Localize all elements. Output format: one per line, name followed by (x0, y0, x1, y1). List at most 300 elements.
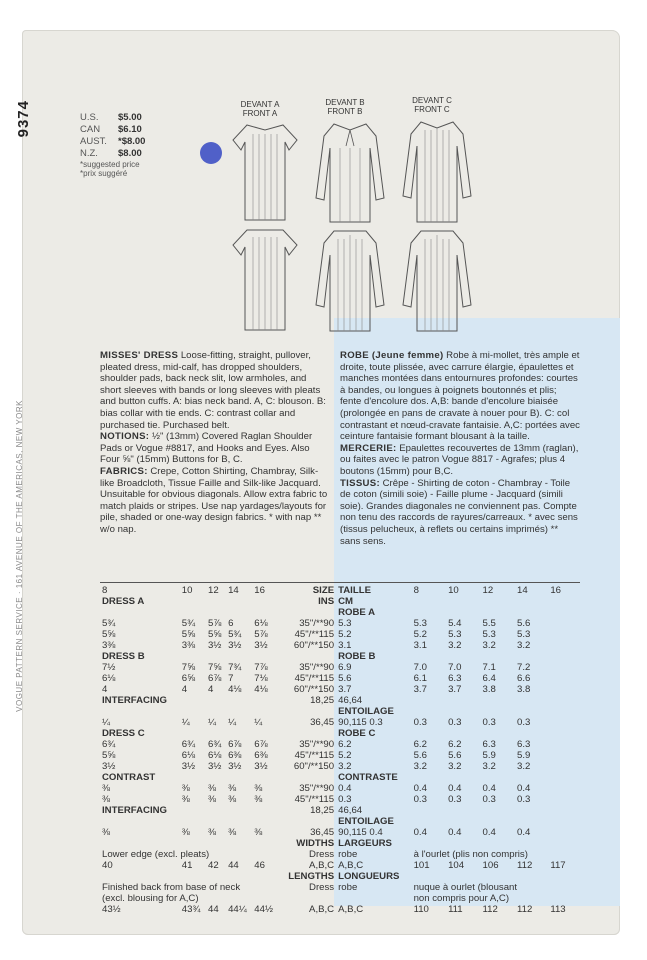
chart-cell: 0.3 (517, 794, 531, 805)
chart-cell (481, 871, 515, 882)
lengths-header-row (100, 871, 580, 882)
chart-cell (515, 871, 548, 882)
chart-cell: nuque à ourlet (blousant (413, 882, 518, 893)
chart-cell (279, 816, 337, 827)
chart-cell: ¼ (208, 717, 217, 728)
chart-cell: Dress (309, 882, 335, 893)
chart-cell: 3½ (228, 761, 242, 772)
section-header-row (100, 695, 580, 706)
chart-cell: 6¾ (208, 739, 222, 750)
chart-cell: 6¾ (102, 739, 116, 750)
chart-cell (515, 728, 548, 739)
chart-cell: ⅜ (228, 783, 237, 794)
chart-cell (226, 838, 252, 849)
chart-cell: 101 (413, 860, 430, 871)
pattern-number: 9374 (15, 100, 32, 138)
chart-cell: Dress (309, 849, 335, 860)
chart-cell: 35"/**90 (299, 783, 335, 794)
chart-cell (279, 728, 337, 739)
chart-cell: 35"/**90 (299, 662, 335, 673)
chart-cell (446, 728, 480, 739)
chart-cell (180, 871, 206, 882)
chart-cell: 6⅞ (208, 673, 222, 684)
chart-cell: 6⅞ (228, 739, 242, 750)
chart-cell: 6.9 (338, 662, 352, 673)
chart-cell: robe (338, 882, 358, 893)
price-block (80, 112, 145, 178)
chart-cell: 6.1 (413, 673, 427, 684)
widths-values-row (100, 860, 580, 871)
chart-cell: 112 (517, 904, 533, 915)
chart-cell: 3½ (181, 761, 196, 772)
chart-cell (252, 728, 278, 739)
chart-cell: 5.3 (482, 629, 496, 640)
chart-cell (252, 772, 278, 783)
chart-cell (206, 871, 226, 882)
chart-cell: 45"/**115 (294, 629, 335, 640)
chart-cell: 4 (181, 684, 188, 695)
chart-top-rule (100, 582, 580, 583)
chart-cell: LENGTHS (288, 871, 335, 882)
chart-cell: 3.2 (338, 761, 352, 772)
chart-cell (412, 871, 446, 882)
chart-cell (481, 706, 515, 717)
chart-cell: ⅜ (228, 827, 237, 838)
chart-cell: 7⅝ (181, 662, 196, 673)
chart-cell (481, 728, 515, 739)
chart-cell: 6⅜ (228, 750, 242, 761)
chart-cell: 14 (228, 585, 239, 596)
chart-cell: 4 (208, 684, 214, 695)
chart-cell: 7⅞ (254, 662, 268, 673)
chart-cell: 46 (254, 860, 265, 871)
back-c-sketch (397, 225, 477, 335)
blue-dot-sticker (200, 142, 222, 164)
chart-cell: 6⅛ (254, 618, 268, 629)
chart-cell: CONTRASTE (338, 772, 398, 783)
chart-cell (446, 838, 480, 849)
chart-cell (100, 838, 180, 849)
chart-cell: A,B,C (309, 904, 335, 915)
chart-cell: 6 (228, 618, 234, 629)
chart-cell (180, 651, 206, 662)
front-c-sketch (397, 116, 477, 226)
chart-cell: 6⅛ (181, 750, 196, 761)
chart-cell (515, 695, 548, 706)
chart-cell: ⅜ (102, 827, 111, 838)
chart-cell: ⅜ (254, 794, 263, 805)
chart-cell (180, 838, 206, 849)
chart-cell (412, 816, 446, 827)
chart-cell: ROBE A (338, 607, 376, 618)
chart-cell: robe (338, 849, 358, 860)
section-sub-row (100, 706, 580, 717)
chart-cell: 5.5 (482, 618, 496, 629)
chart-cell: DRESS A (102, 596, 145, 607)
chart-cell: 12 (482, 585, 494, 596)
yardage-row (100, 750, 580, 761)
chart-cell: 117 (550, 860, 566, 871)
widths-label-row (100, 849, 580, 860)
chart-cell (252, 838, 278, 849)
chart-cell: 6.6 (517, 673, 531, 684)
chart-cell: INTERFACING (102, 805, 168, 816)
chart-cell (252, 816, 278, 827)
chart-cell: 0.4 (482, 783, 496, 794)
chart-cell: ⅜ (228, 794, 237, 805)
chart-cell: 42 (208, 860, 219, 871)
chart-cell (226, 805, 252, 816)
chart-cell: 6⅛ (102, 673, 116, 684)
chart-cell (226, 871, 252, 882)
chart-cell (226, 695, 252, 706)
section-sub-row (100, 816, 580, 827)
yardage-row (100, 827, 580, 838)
chart-cell (481, 596, 515, 607)
chart-cell (100, 871, 180, 882)
chart-cell: 4⅛ (228, 684, 242, 695)
chart-cell: 0.4 (517, 827, 531, 838)
chart-cell (336, 893, 411, 904)
chart-cell: 6⅝ (181, 673, 196, 684)
chart-cell: 3⅜ (102, 640, 116, 651)
chart-cell (252, 871, 278, 882)
chart-cell (252, 706, 278, 717)
chart-cell: A,B,C (309, 860, 335, 871)
chart-cell: 18,25 (310, 805, 335, 816)
chart-cell (279, 706, 337, 717)
chart-cell (226, 728, 252, 739)
chart-cell: 3⅜ (181, 640, 196, 651)
widths-header-row (100, 838, 580, 849)
chart-cell: 5.6 (338, 673, 352, 684)
chart-cell: ¼ (181, 717, 190, 728)
chart-cell: ¼ (254, 717, 263, 728)
chart-cell (206, 651, 226, 662)
chart-cell (206, 695, 226, 706)
front-a-sketch (225, 120, 305, 225)
price-row: AUST. *$8.00 (80, 136, 146, 147)
chart-cell (206, 596, 226, 607)
chart-cell: ⅜ (102, 794, 111, 805)
chart-cell: 43½ (102, 904, 121, 915)
chart-cell (206, 838, 226, 849)
chart-cell: 6.2 (448, 739, 462, 750)
chart-cell (252, 805, 278, 816)
chart-cell (548, 882, 570, 893)
chart-cell: 0.3 (413, 717, 427, 728)
chart-cell (515, 805, 548, 816)
chart-cell (481, 695, 515, 706)
chart-cell: 10 (448, 585, 459, 596)
chart-cell: 36,45 (310, 717, 335, 728)
chart-cell: ROBE C (338, 728, 376, 739)
chart-cell: ¼ (228, 717, 237, 728)
chart-cell: ⅜ (181, 783, 190, 794)
chart-cell: 0.4 (448, 827, 462, 838)
description-english: MISSES' DRESS Loose-fitting, straight, pullover, pleated dress, mid-calf, has dropped shoulders, shoulder pads, back neck slit, low armholes, and short sleeves with bands or long sleeves with pleats and button cuffs. A: bias neck band. A, C: blouson. B: bias collar with tie ends. C: contrast collar and purchased tie. Purchased belt. NOTIONS: ½" (13mm) Covered Raglan Shoulder Pads or Vogue #8817, and Hooks and Eyes. Also Four ⅝" (15mm) Buttons for B, C. FABRICS: Crepe, Cotton Shirting, Chambray, Silk-like Broadcloth, Tissue Faille and Silk-like Jacquard. Unsuitable for obvious diagonals. Allow extra fabric to match plaids or stripes. Use nap yardages/layouts for pile, shaded or one-way design fabrics. * with nap ** w/o nap. (100, 350, 328, 535)
chart-cell (412, 838, 446, 849)
chart-cell: 45"/**115 (294, 794, 335, 805)
yardage-row (100, 629, 580, 640)
chart-cell: 5.2 (338, 750, 352, 761)
chart-cell (100, 607, 180, 618)
chart-cell: ENTOILAGE (338, 706, 394, 717)
chart-cell: A,B,C (338, 860, 364, 871)
chart-cell: SIZE (312, 585, 335, 596)
chart-cell (412, 706, 446, 717)
chart-cell (548, 849, 570, 860)
chart-cell: 3.2 (413, 761, 427, 772)
chart-cell: 0.4 (482, 827, 496, 838)
chart-cell (206, 607, 226, 618)
chart-cell: LONGUEURS (338, 871, 400, 882)
chart-cell (446, 816, 480, 827)
chart-cell (575, 893, 580, 904)
chart-cell: 0.3 (482, 717, 496, 728)
size-header-row (100, 585, 580, 596)
chart-cell: 0.3 (448, 717, 462, 728)
chart-cell (412, 805, 446, 816)
chart-cell: 5.3 (448, 629, 462, 640)
chart-cell: 16 (550, 585, 561, 596)
chart-cell: 45"/**115 (294, 750, 335, 761)
chart-cell (252, 695, 278, 706)
chart-cell: 0.3 (517, 717, 531, 728)
chart-cell (412, 695, 446, 706)
yardage-row (100, 640, 580, 651)
chart-cell: 5⅝ (181, 629, 196, 640)
chart-cell: 40 (102, 860, 113, 871)
chart-cell: 3.2 (448, 640, 462, 651)
chart-cell: ¼ (102, 717, 111, 728)
chart-cell: 35"/**90 (299, 618, 335, 629)
chart-cell (446, 596, 480, 607)
lengths-label-row (100, 882, 580, 893)
chart-cell: 0.4 (338, 783, 352, 794)
chart-cell: 3½ (208, 640, 222, 651)
chart-cell: 0.3 (482, 794, 496, 805)
yardage-row (100, 618, 580, 629)
chart-cell: A,B,C (338, 904, 364, 915)
chart-cell: 5⅞ (254, 629, 268, 640)
chart-cell: 0.4 (413, 783, 427, 794)
yardage-row (100, 739, 580, 750)
chart-cell: 44¼ (228, 904, 247, 915)
chart-cell (206, 728, 226, 739)
chart-cell: 3½ (102, 761, 116, 772)
chart-cell (180, 728, 206, 739)
section-sub-row (100, 607, 580, 618)
chart-cell (412, 651, 446, 662)
chart-cell: 45"/**115 (294, 673, 335, 684)
chart-cell: (excl. blousing for A,C) (102, 893, 199, 904)
chart-cell: 5¾ (181, 618, 196, 629)
chart-cell (226, 607, 252, 618)
chart-cell (252, 607, 278, 618)
chart-cell: 5¾ (228, 629, 242, 640)
description-french: ROBE (Jeune femme) Robe à mi-mollet, très ample et droite, toute plissée, avec carrure élargie, épaulettes et manches montées dans entournures profondes: courtes à bandes, ou longues à poignets boutonnés et plis; fente d'encolure dos. A,B: bande d'encolure biaisée (prolongée en pans de cravate à nouer pour B). C: col contrastant et nœud-cravate fantaisie. A,C: portées avec ceinture fantaisie formant blousant à la taille. MERCERIE: Epaulettes recouvertes de 13mm (raglan), ou faites avec le patron Vogue 8817 - Agrafes; plus 4 boutons (15mm) pour B,C. TISSUS: Crêpe - Shirting de coton - Chambray - Toile de coton (simili soie) - Faille plume - Jacquard (simili soie). Grandes diagonales ne conviennent pas. Compte non tenu des raccords de rayures/carreaux. * avec sens (tissus pelucheux, à reflets ou certains imprimés) ** sans sens. (340, 350, 580, 547)
chart-cell (100, 816, 180, 827)
lengths-label-row (100, 893, 580, 904)
chart-cell (279, 772, 337, 783)
chart-cell (206, 816, 226, 827)
chart-cell: INTERFACING (102, 695, 168, 706)
chart-cell: 3.2 (482, 761, 496, 772)
chart-cell (575, 882, 580, 893)
chart-cell: 111 (448, 904, 463, 915)
chart-cell: 5.4 (448, 618, 462, 629)
chart-cell (515, 651, 548, 662)
chart-cell: 0.4 (517, 783, 531, 794)
chart-cell: TAILLE (338, 585, 371, 596)
chart-cell (180, 695, 206, 706)
section-header-row (100, 805, 580, 816)
chart-cell: 3½ (208, 761, 222, 772)
chart-cell: ⅜ (254, 783, 263, 794)
chart-cell (206, 706, 226, 717)
chart-cell: 5⅝ (208, 629, 222, 640)
chart-cell: 90,115 0.4 (338, 827, 383, 838)
yardage-row (100, 673, 580, 684)
chart-cell: ⅜ (181, 794, 190, 805)
chart-cell: 4⅛ (254, 684, 268, 695)
chart-cell (481, 805, 515, 816)
chart-cell: 5.3 (517, 629, 531, 640)
chart-cell: 16 (254, 585, 265, 596)
chart-cell: WIDTHS (296, 838, 335, 849)
chart-cell: DRESS B (102, 651, 145, 662)
chart-cell (206, 772, 226, 783)
chart-cell: 3½ (254, 761, 268, 772)
chart-cell: 3.7 (448, 684, 462, 695)
chart-cell: CONTRAST (102, 772, 156, 783)
chart-cell: 18,25 (310, 695, 335, 706)
chart-cell: 6.3 (517, 739, 531, 750)
chart-cell: 6¾ (181, 739, 196, 750)
chart-cell: 7.0 (448, 662, 462, 673)
chart-cell: 7.1 (482, 662, 496, 673)
view-label-a: DEVANT A FRONT A (240, 100, 280, 118)
chart-cell: DRESS C (102, 728, 145, 739)
chart-cell: 5.6 (413, 750, 427, 761)
chart-cell (481, 772, 515, 783)
chart-cell: 5.6 (448, 750, 462, 761)
chart-cell: LARGEURS (338, 838, 392, 849)
chart-cell: 6.3 (448, 673, 462, 684)
chart-cell: 6⅛ (208, 750, 222, 761)
chart-cell: ROBE B (338, 651, 376, 662)
view-label-b: DEVANT B FRONT B (325, 98, 365, 116)
chart-cell: CM (338, 596, 354, 607)
section-header-row (100, 651, 580, 662)
chart-cell: 8 (413, 585, 419, 596)
chart-cell: à l'ourlet (plis non compris) (413, 849, 528, 860)
chart-cell: 3.8 (517, 684, 531, 695)
chart-cell: 5.9 (517, 750, 531, 761)
chart-cell: 36,45 (310, 827, 335, 838)
chart-cell (515, 772, 548, 783)
yardage-row (100, 717, 580, 728)
chart-cell: 60"/**150 (293, 761, 335, 772)
chart-cell: 35"/**90 (299, 739, 335, 750)
chart-cell (412, 772, 446, 783)
chart-cell (446, 706, 480, 717)
chart-cell: 6⅞ (254, 739, 268, 750)
chart-cell: 3½ (254, 640, 268, 651)
chart-cell: ⅜ (102, 783, 111, 794)
chart-cell: 5.2 (338, 629, 352, 640)
chart-cell (446, 695, 480, 706)
chart-cell (481, 838, 515, 849)
chart-cell (446, 607, 480, 618)
chart-cell: 7¾ (228, 662, 242, 673)
chart-cell (180, 607, 206, 618)
chart-cell: 104 (448, 860, 465, 871)
chart-cell: 6⅜ (254, 750, 268, 761)
chart-cell (279, 893, 337, 904)
chart-cell: 7.2 (517, 662, 531, 673)
chart-cell (412, 728, 446, 739)
chart-cell: 0.4 (413, 827, 427, 838)
chart-cell (226, 596, 252, 607)
section-header-row (100, 772, 580, 783)
chart-cell: 46,64 (338, 805, 363, 816)
chart-cell: 0.3 (413, 794, 427, 805)
chart-cell (252, 651, 278, 662)
lengths-values-row (100, 904, 580, 915)
chart-cell (515, 596, 548, 607)
chart-cell (481, 816, 515, 827)
chart-cell: 3.1 (413, 640, 427, 651)
vogue-imprint: VOGUE PATTERN SERVICE · 161 AVENUE OF THE AMERICAS, NEW YORK (15, 400, 24, 712)
chart-cell (481, 607, 515, 618)
chart-cell (548, 893, 570, 904)
chart-cell: ⅜ (208, 783, 217, 794)
yardage-row (100, 794, 580, 805)
chart-cell: Finished back from base of neck (102, 882, 241, 893)
chart-cell: ⅜ (254, 827, 263, 838)
chart-cell (515, 706, 548, 717)
chart-cell: 7 (228, 673, 234, 684)
chart-cell: 6.3 (482, 739, 496, 750)
chart-cell: ⅜ (208, 827, 217, 838)
back-a-sketch (225, 225, 305, 335)
chart-cell: 60"/**150 (293, 640, 335, 651)
chart-cell: 44 (228, 860, 239, 871)
chart-cell: 10 (181, 585, 193, 596)
chart-cell (226, 772, 252, 783)
chart-cell (446, 871, 480, 882)
chart-cell: 3.8 (482, 684, 496, 695)
yardage-row (100, 783, 580, 794)
chart-cell: 6.2 (338, 739, 352, 750)
chart-cell: 6.4 (482, 673, 496, 684)
section-header-row (100, 728, 580, 739)
chart-cell (252, 596, 278, 607)
chart-cell: 113 (550, 904, 566, 915)
chart-cell: 44 (208, 904, 219, 915)
chart-cell (446, 805, 480, 816)
chart-cell: 3.2 (482, 640, 496, 651)
chart-cell: Lower edge (excl. pleats) (102, 849, 210, 860)
chart-cell (180, 596, 206, 607)
chart-cell: 5⅞ (208, 618, 222, 629)
chart-cell: 3½ (228, 640, 242, 651)
chart-cell (515, 816, 548, 827)
chart-cell: 5⅝ (102, 750, 116, 761)
chart-cell: 5⅝ (102, 629, 116, 640)
